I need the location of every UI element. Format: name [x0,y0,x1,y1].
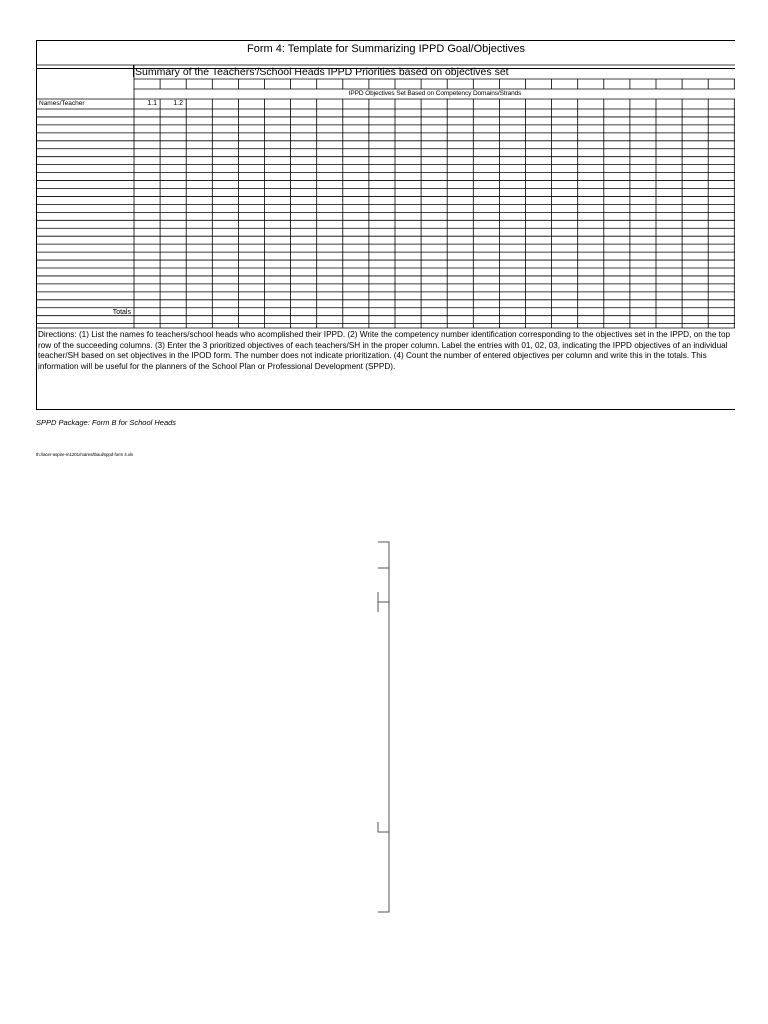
summary-title: Summary of the Teachers'/School Heads IPPD Priorities based on objectives set [135,66,509,78]
file-path: th://acer-aspire-m1201/mares/tbaul/sppd-form 4.xls [36,452,134,457]
package-label: SPPD Package: Form B for School Heads [36,418,177,427]
form-title: Form 4: Template for Summarizing IPPD Goal/Objectives [37,41,735,69]
column-label-1-1: 1.1 [147,100,157,107]
objectives-header: IPPD Objectives Set Based on Competency Domains/Strands [348,90,522,97]
totals-label: Totals [112,309,131,316]
names-header: Names/Teacher [39,100,85,107]
page-bracket-line [370,540,400,920]
column-label-1-2: 1.2 [173,100,183,107]
form-sheet [36,40,735,410]
directions-text: Directions: (1) List the names fo teachers/school heads who acomplished their IPPD. (2) Write the competency number identification corresponding to the objectives set in the IPPD, on the top row of the succeeding columns. (3) Enter the 3 prioritized objectives of each teachers/SH in the proper column. Label the entries with 01, 02, 03, indicating the IPPD objectives of an individual teacher/SH based on set objectives in the IPOD form. The number does not indicate prioritization. (4) Count the number of entered objectives per column and write this in the totals. This information will be useful for the planners of the School Plan or Professional Development (SPPD). [38,330,731,371]
